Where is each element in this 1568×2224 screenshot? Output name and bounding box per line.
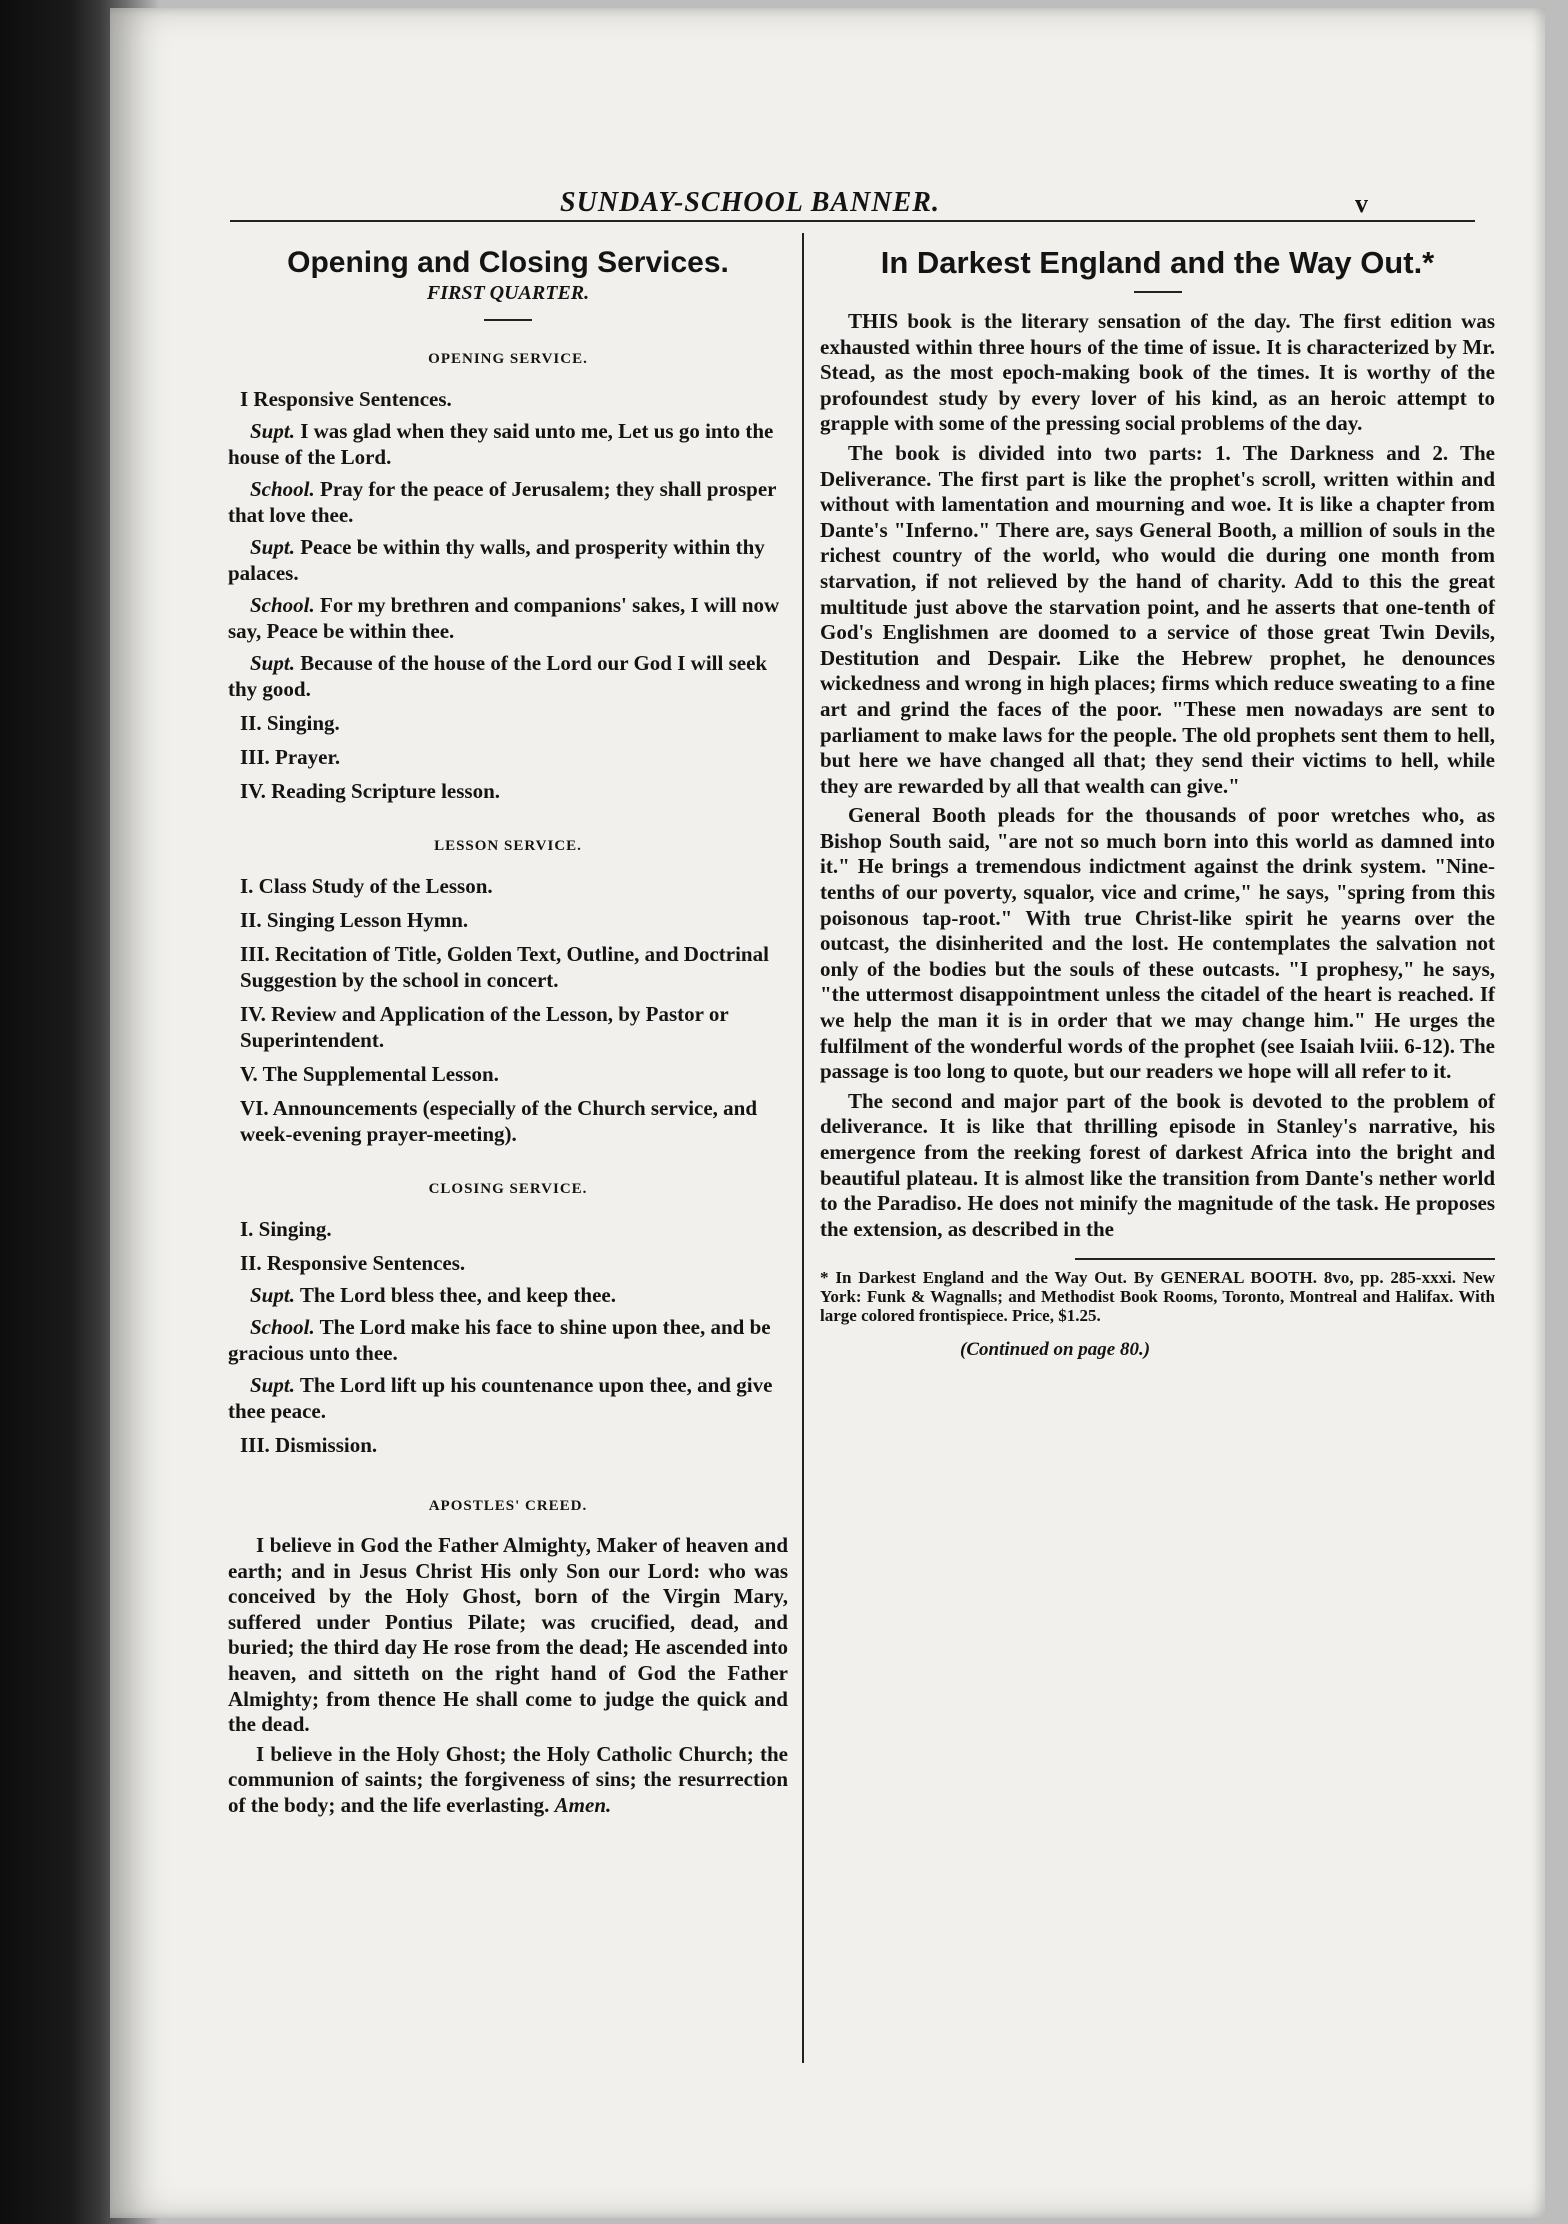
opening-list	[228, 386, 788, 804]
service-item: II. Singing.	[240, 711, 340, 735]
right-title: In Darkest England and the Way Out.*	[880, 245, 1435, 280]
footnote-rule	[1075, 1258, 1495, 1260]
service-item: III. Dismission.	[240, 1433, 378, 1457]
left-subtitle: FIRST QUARTER.	[426, 282, 590, 304]
closing-list	[228, 1216, 788, 1458]
responsive-line	[228, 418, 788, 470]
lesson-list	[228, 873, 788, 1147]
left-column	[228, 246, 788, 1819]
creed-paragraph: I believe in God the Father Almighty, Maker of heaven and earth; and in Jesus Christ His only Son our Lord: who was conceived by the Holy Ghost, born of the Virgin Mary, suffered under Pontius Pilate; was crucified, dead, and buried; the third day He rose from the dead; He ascended into heaven, and sitteth on the right hand of God the Father Almighty; from thence He shall come to judge the quick and the dead.	[228, 1533, 788, 1737]
service-item: IV. Reading Scripture lesson.	[240, 779, 501, 803]
speaker-label: School.	[250, 1315, 315, 1339]
line-text: The Lord make his face to shine upon thee, and be gracious unto thee.	[228, 1315, 771, 1365]
right-column	[820, 246, 1495, 1361]
amen: Amen.	[554, 1792, 612, 1817]
line-text: The Lord bless thee, and keep thee.	[294, 1283, 617, 1307]
title-dash	[484, 319, 532, 321]
header-title: SUNDAY-SCHOOL BANNER.	[560, 187, 940, 218]
opening-heading: OPENING SERVICE.	[428, 351, 588, 367]
closing-heading: CLOSING SERVICE.	[428, 1181, 588, 1197]
service-item: I Responsive Sentences.	[240, 387, 452, 411]
line-text: Peace be within thy walls, and prosperity within thy palaces.	[228, 535, 765, 585]
line-text: Pray for the peace of Jerusalem; they shall prosper that love thee.	[228, 477, 777, 527]
speaker-label: School.	[250, 477, 315, 501]
header-rule	[230, 220, 1475, 222]
responsive-line	[228, 476, 788, 528]
speaker-label: Supt.	[250, 651, 295, 675]
article-paragraph: THIS book is the literary sensation of the day. The first edition was exhausted within three hours of the time of issue. It is characterized by Mr. Stead, as the most epoch-making book of the times. It is worthy of the profoundest study by every lover of his kind, as an heroic attempt to grapple with some of the pressing social problems of the day.	[820, 309, 1495, 436]
magazine-page	[110, 8, 1545, 2218]
column-divider	[802, 233, 804, 2063]
speaker-label: Supt.	[250, 419, 295, 443]
speaker-label: Supt.	[250, 535, 295, 559]
responsive-line	[228, 1314, 788, 1366]
page-number: v	[1355, 189, 1368, 218]
service-item: III. Prayer.	[240, 745, 341, 769]
line-text: I was glad when they said unto me, Let us go into the house of the Lord.	[228, 419, 774, 469]
service-item: VI. Announcements (especially of the Church service, and week-evening prayer-meeting).	[240, 1096, 758, 1146]
responsive-line	[228, 534, 788, 586]
creed-text	[228, 1533, 788, 1819]
service-item: IV. Review and Application of the Lesson, by Pastor or Superintendent.	[240, 1002, 729, 1052]
creed-paragraph	[228, 1742, 788, 1819]
service-item: I. Class Study of the Lesson.	[240, 874, 493, 898]
continued-note: (Continued on page 80.)	[960, 1339, 1151, 1361]
speaker-label: School.	[250, 593, 315, 617]
service-item: V. The Supplemental Lesson.	[240, 1062, 499, 1086]
running-header	[110, 183, 1545, 233]
service-item: I. Singing.	[240, 1217, 332, 1241]
responsive-line	[228, 592, 788, 644]
article-paragraph: The book is divided into two parts: 1. The Darkness and 2. The Deliverance. The first part is like the prophet's scroll, written within and without with lamentation and mourning and woe. It is like a chapter from Dante's "Inferno." There are, says General Booth, a million of souls in the richest country of the world, who would die during one month from starvation, if not relieved by the hand of charity. Add to this the great multitude just above the starvation point, and he asserts that one-tenth of God's Englishmen are doomed to a service of those great Twin Devils, Destitution and Despair. Like the Hebrew prophet, he denounces wickedness and wrong in high places; firms which reduce sweating to a fine art and grind the faces of the poor. "These men nowadays are sent to parliament to make laws for the people. The old prophets sent them to hell, but here we have changed all that; they send their victims to hell, while they are rewarded by all that wealth can give."	[820, 440, 1495, 798]
footnote: * In Darkest England and the Way Out. By GENERAL BOOTH. 8vo, pp. 285-xxxi. New York: Funk & Wagnalls; and Methodist Book Rooms, Toronto, Montreal and Halifax. With large colored frontispiece. Price, $1.25.	[820, 1268, 1495, 1326]
article-body	[820, 309, 1495, 1242]
responsive-line	[228, 1372, 788, 1424]
creed-paragraph-text: I believe in the Holy Ghost; the Holy Catholic Church; the communion of saints; the forgiveness of sins; the resurrection of the body; and the life everlasting.	[228, 1741, 788, 1817]
speaker-label: Supt.	[250, 1373, 295, 1397]
article-paragraph: The second and major part of the book is devoted to the problem of deliverance. It is like that thrilling episode in Stanley's narrative, his emergence from the reeking forest of darkest Africa into the bright and beautiful plateau. It is almost like the transition from Dante's nether world to the Paradiso. He does not minify the magnitude of the task. He proposes the extension, as described in the	[820, 1088, 1495, 1241]
article-paragraph: General Booth pleads for the thousands of poor wretches who, as Bishop South said, "are not so much born into this world as damned into it." He brings a tremendous indictment against the drink system. "Nine-tenths of our poverty, squalor, vice and crime," he says, "spring from this poisonous tap-root." With true Christ-like spirit he yearns over the outcast, the disinherited and the lost. He contemplates the salvation not only of the bodies but the souls of these outcasts. "I prophesy," he says, "the uttermost disappointment unless the citadel of the heart is reached. If we help the man it is in order that we may change him." He urges the fulfilment of the wonderful words of the prophet (see Isaiah lviii. 6-12). The passage is too long to quote, but our readers we hope will all refer to it.	[820, 803, 1495, 1084]
creed-heading: APOSTLES' CREED.	[428, 1498, 588, 1514]
service-item: III. Recitation of Title, Golden Text, Outline, and Doctrinal Suggestion by the school in concert.	[240, 942, 769, 992]
line-text: Because of the house of the Lord our God I will seek thy good.	[228, 651, 768, 701]
responsive-line	[228, 650, 788, 702]
lesson-heading: LESSON SERVICE.	[434, 838, 582, 854]
title-dash	[1134, 291, 1182, 293]
service-item: II. Responsive Sentences.	[240, 1251, 466, 1275]
responsive-line	[228, 1282, 788, 1308]
service-item: II. Singing Lesson Hymn.	[240, 908, 469, 932]
speaker-label: Supt.	[250, 1283, 295, 1307]
line-text: For my brethren and companions' sakes, I will now say, Peace be within thee.	[228, 593, 780, 643]
line-text: The Lord lift up his countenance upon thee, and give thee peace.	[228, 1373, 773, 1423]
left-title: Opening and Closing Services.	[287, 246, 729, 279]
